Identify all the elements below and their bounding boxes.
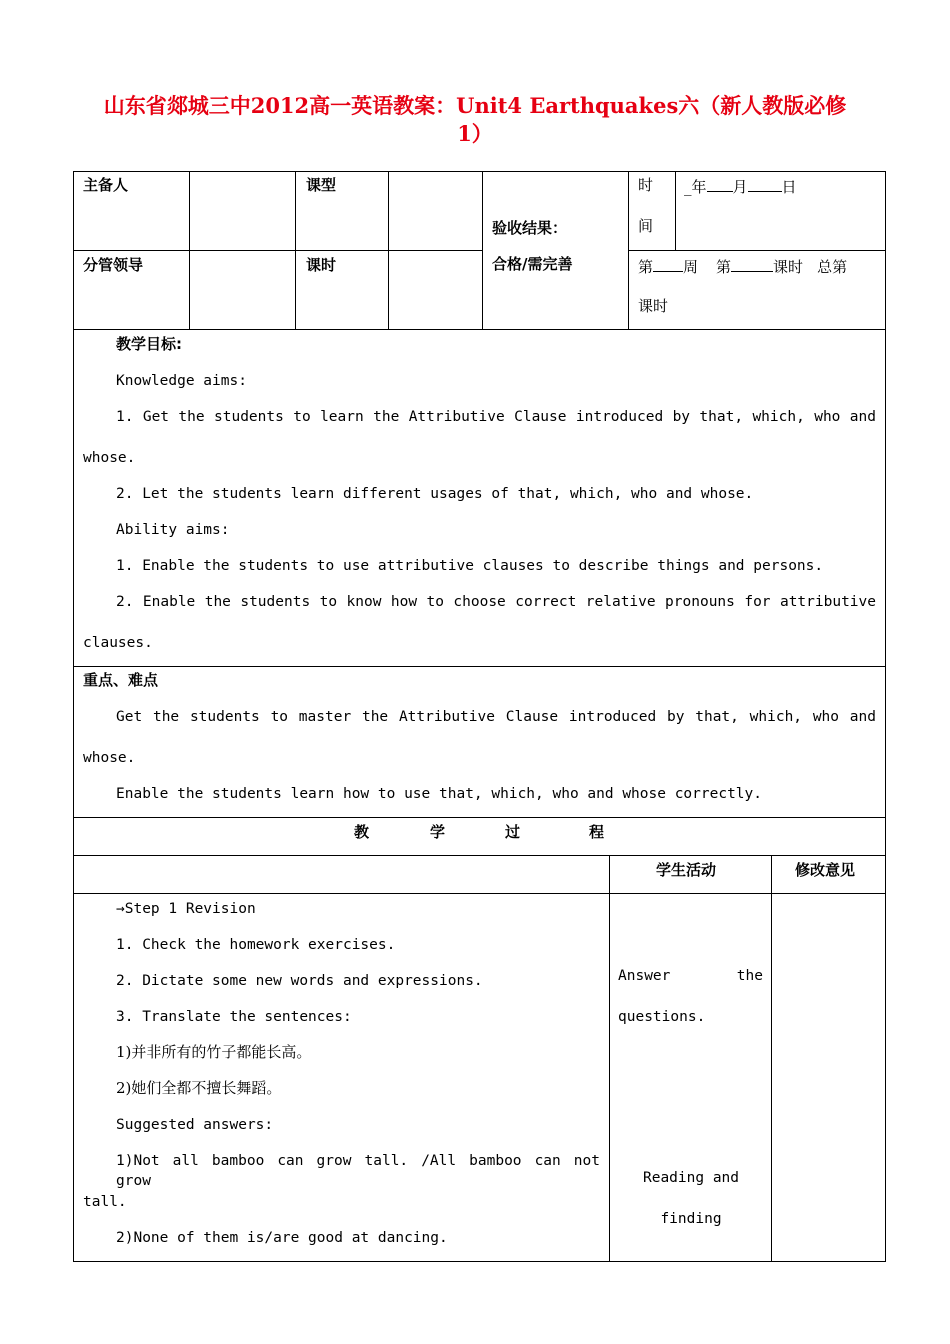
- rule-bottom: [73, 1261, 886, 1262]
- process-heading-char-3: 过: [505, 823, 521, 841]
- week-blank[interactable]: [653, 255, 683, 272]
- period-blank[interactable]: [731, 255, 773, 272]
- ability-aim-2-line-2: clauses.: [83, 635, 153, 651]
- period-prefix: 第: [716, 258, 732, 276]
- rule-columns-bottom: [73, 893, 886, 894]
- total-text: 总第: [817, 258, 848, 276]
- knowledge-aims-heading: Knowledge aims:: [116, 373, 247, 389]
- day-blank[interactable]: [748, 175, 782, 192]
- total-period-text: 课时: [638, 297, 669, 315]
- title-line-2: 1）: [457, 121, 493, 146]
- rule-top: [73, 171, 886, 172]
- ability-aim-2-line-1: 2. Enable the students to know how to choose correct relative pronouns for attributive: [116, 594, 876, 610]
- rule-process-col-2: [771, 855, 772, 1262]
- rule-col-f: [675, 171, 676, 251]
- rule-keypoints-bottom: [73, 817, 886, 818]
- date-day-label: 日: [781, 178, 797, 196]
- rule-right: [885, 171, 886, 1262]
- rule-col-c: [388, 171, 389, 330]
- revision-notes-header: 修改意见: [795, 861, 856, 879]
- knowledge-aim-1-line-2: whose.: [83, 450, 136, 466]
- rule-process-heading-bottom: [73, 855, 886, 856]
- step-1-item-1: 1. Check the homework exercises.: [116, 937, 396, 953]
- translation-sentence-1: 1)并非所有的竹子都能长高。: [116, 1043, 312, 1061]
- period-text: 课时: [773, 258, 804, 276]
- rule-col-e: [628, 171, 629, 330]
- week-prefix: 第: [638, 258, 654, 276]
- rule-header-mid-left: [73, 250, 483, 251]
- time-label-char-2: 间: [638, 217, 654, 235]
- rule-objectives-bottom: [73, 666, 886, 667]
- answer-1-line-2: tall.: [83, 1194, 127, 1210]
- key-point-2: Enable the students learn how to use that, which, who and whose correctly.: [116, 786, 763, 802]
- objectives-heading: 教学目标:: [116, 335, 182, 353]
- step-1-item-2: 2. Dictate some new words and expressions.: [116, 973, 483, 989]
- rule-col-b: [295, 171, 296, 330]
- rule-col-d: [482, 171, 483, 330]
- knowledge-aim-2: 2. Let the students learn different usages of that, which, who and whose.: [116, 486, 754, 502]
- ability-aims-heading: Ability aims:: [116, 522, 230, 538]
- key-points-heading: 重点、难点: [83, 671, 159, 689]
- check-result-value: 合格/需完善: [492, 255, 573, 273]
- knowledge-aim-1-line-1: 1. Get the students to learn the Attributive Clause introduced by that, which, who and: [116, 409, 876, 425]
- process-heading-char-1: 教: [354, 823, 370, 841]
- check-result-label: 验收结果：: [492, 219, 568, 237]
- step-1-heading: →Step 1 Revision: [116, 901, 256, 917]
- step-1-item-3: 3. Translate the sentences:: [116, 1009, 352, 1025]
- ability-aim-1: 1. Enable the students to use attributive clauses to describe things and persons.: [116, 558, 824, 574]
- rule-left: [73, 171, 74, 1262]
- key-point-1-line-2: whose.: [83, 750, 136, 766]
- supervisor-label: 分管领导: [83, 256, 144, 274]
- answer-1-line-1: 1)Not all bamboo can grow tall. /All bamboo can not grow: [116, 1153, 600, 1189]
- rule-col-a: [189, 171, 190, 330]
- time-label-char-1: 时: [638, 176, 654, 194]
- date-month-label: 月: [732, 178, 748, 196]
- student-activity-1-line-2: questions.: [618, 1009, 706, 1025]
- student-activity-2-line-1: Reading and: [642, 1170, 740, 1186]
- rule-header-mid-right: [628, 250, 886, 251]
- month-blank[interactable]: [707, 175, 733, 192]
- suggested-answers-heading: Suggested answers:: [116, 1117, 274, 1133]
- answer-2: 2)None of them is/are good at dancing.: [116, 1230, 448, 1246]
- translation-sentence-2: 2)她们全都不擅长舞蹈。: [116, 1079, 282, 1097]
- schedule-field: [638, 255, 847, 277]
- week-label: 周: [683, 258, 699, 276]
- title-line-1: 山东省郯城三中2012高一英语教案：Unit4 Earthquakes六（新人教版必修: [103, 93, 847, 118]
- rule-process-col-1: [609, 855, 610, 1262]
- student-activity-1-line-1: Answer the: [618, 968, 763, 984]
- date-year-label: 年: [691, 178, 707, 196]
- student-activity-header: 学生活动: [656, 861, 717, 879]
- rule-header-bottom: [73, 329, 886, 330]
- lesson-type-label: 课型: [306, 176, 337, 194]
- student-activity-2-line-2: finding: [660, 1211, 722, 1227]
- process-heading-char-2: 学: [430, 823, 446, 841]
- key-point-1-line-1: Get the students to master the Attributive Clause introduced by that, which, who and: [116, 709, 876, 725]
- process-heading-char-4: 程: [589, 823, 605, 841]
- lead-teacher-label: 主备人: [83, 176, 129, 194]
- document-title: [90, 92, 860, 148]
- date-prefix: _: [684, 178, 692, 196]
- period-label: 课时: [306, 256, 337, 274]
- date-field: [684, 175, 797, 197]
